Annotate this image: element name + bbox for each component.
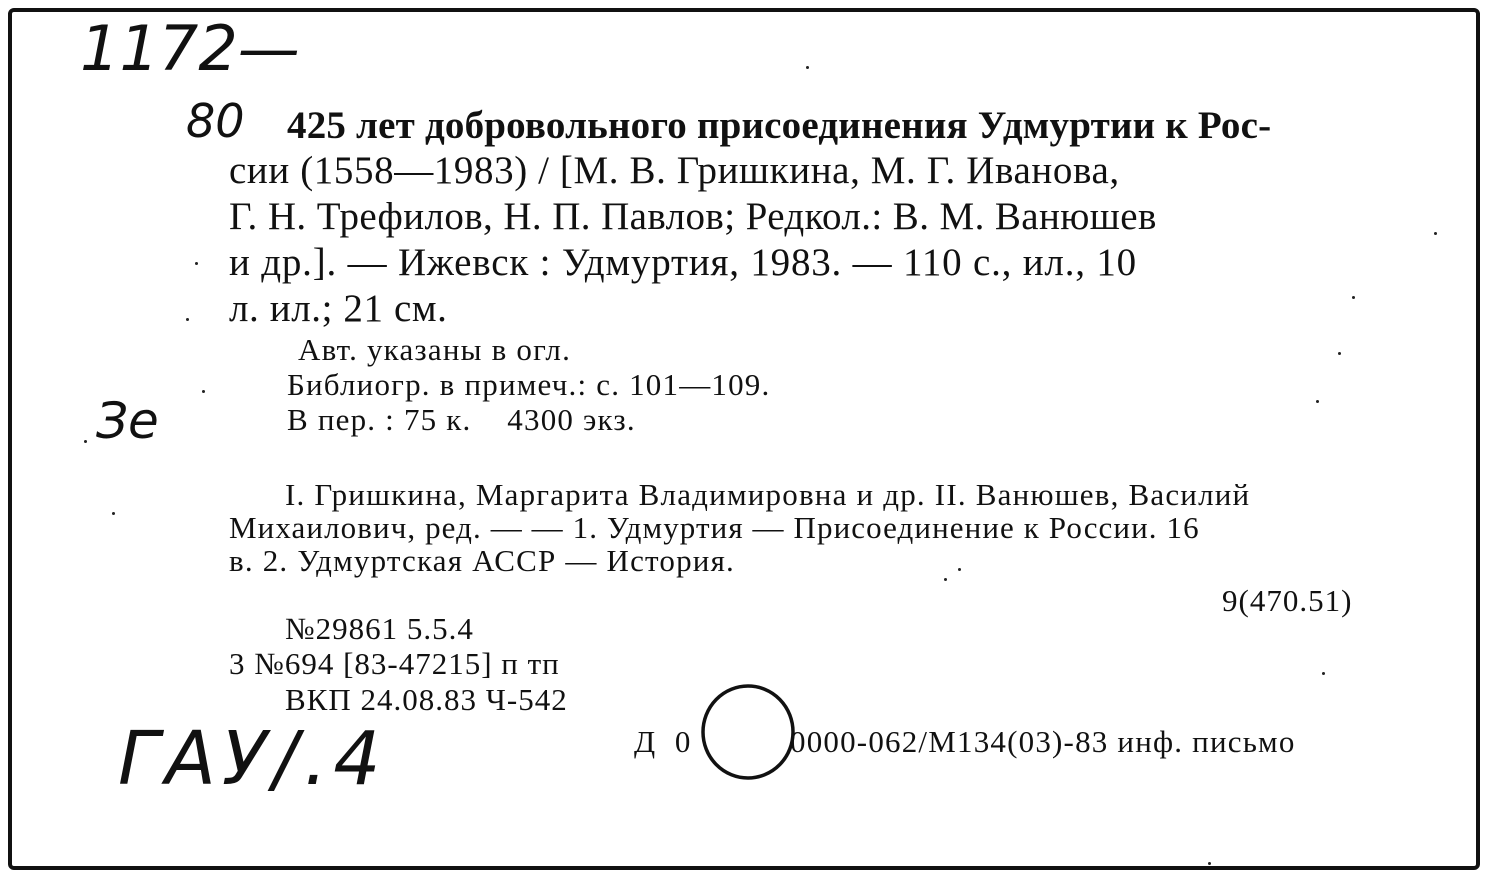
tracing-line-3: в. 2. Удмуртская АССР — История.	[229, 543, 735, 578]
note-bibliography: Библиогр. в примеч.: с. 101—109.	[287, 367, 771, 402]
entry-title-line-2: сии (1558—1983) / [М. В. Гришкина, М. Г. Иванова,	[229, 149, 1120, 192]
entry-title-line-4: и др.]. — Ижевск : Удмуртия, 1983. — 110 с., ил., 10	[229, 241, 1137, 284]
speck	[112, 512, 115, 515]
number-line-1: №29861 5.5.4	[285, 611, 474, 646]
speck	[806, 66, 809, 69]
speck	[1434, 232, 1437, 235]
entry-title-line-5: л. ил.; 21 см.	[229, 287, 448, 330]
classification-code: 9(470.51)	[1222, 583, 1353, 618]
note-price-copies: В пер. : 75 к. 4300 экз.	[287, 402, 636, 437]
speck	[1352, 296, 1355, 299]
tracing-line-1: I. Гришкина, Маргарита Владимировна и др. II. Ванюшев, Василий	[285, 477, 1251, 512]
speck	[1322, 672, 1325, 675]
speck	[195, 262, 198, 265]
index-prefix: Д 0	[634, 724, 697, 759]
tracing-line-2: Михаилович, ред. — — 1. Удмуртия — Присоединение к России. 16	[229, 510, 1200, 545]
speck	[1316, 400, 1319, 403]
speck	[186, 318, 189, 321]
entry-title-line-3: Г. Н. Трефилов, Н. П. Павлов; Редкол.: В. М. Ванюшев	[229, 195, 1157, 238]
speck	[202, 390, 205, 393]
number-line-3: ВКП 24.08.83 Ч-542	[285, 682, 568, 717]
speck	[958, 568, 961, 571]
handwritten-shelf-mark: ГАУ/.4	[118, 716, 387, 802]
handwritten-card-code-bottom: 80	[186, 94, 245, 148]
stamp-circle-icon	[700, 682, 796, 782]
entry-title-line-1: 425 лет добровольного присоединения Удмуртии к Рос-	[287, 104, 1272, 147]
number-line-2: 3 №694 [83-47215] п тп	[229, 646, 560, 681]
speck	[944, 578, 947, 581]
index-rest: 0000-062/М134(03)-83 инф. письмо	[790, 724, 1296, 759]
note-authors: Авт. указаны в огл.	[298, 332, 572, 367]
handwritten-side-mark: Зе	[96, 392, 159, 450]
handwritten-card-code-top: 1172—	[80, 12, 300, 85]
speck	[1208, 862, 1211, 865]
speck	[84, 440, 87, 443]
speck	[1338, 352, 1341, 355]
